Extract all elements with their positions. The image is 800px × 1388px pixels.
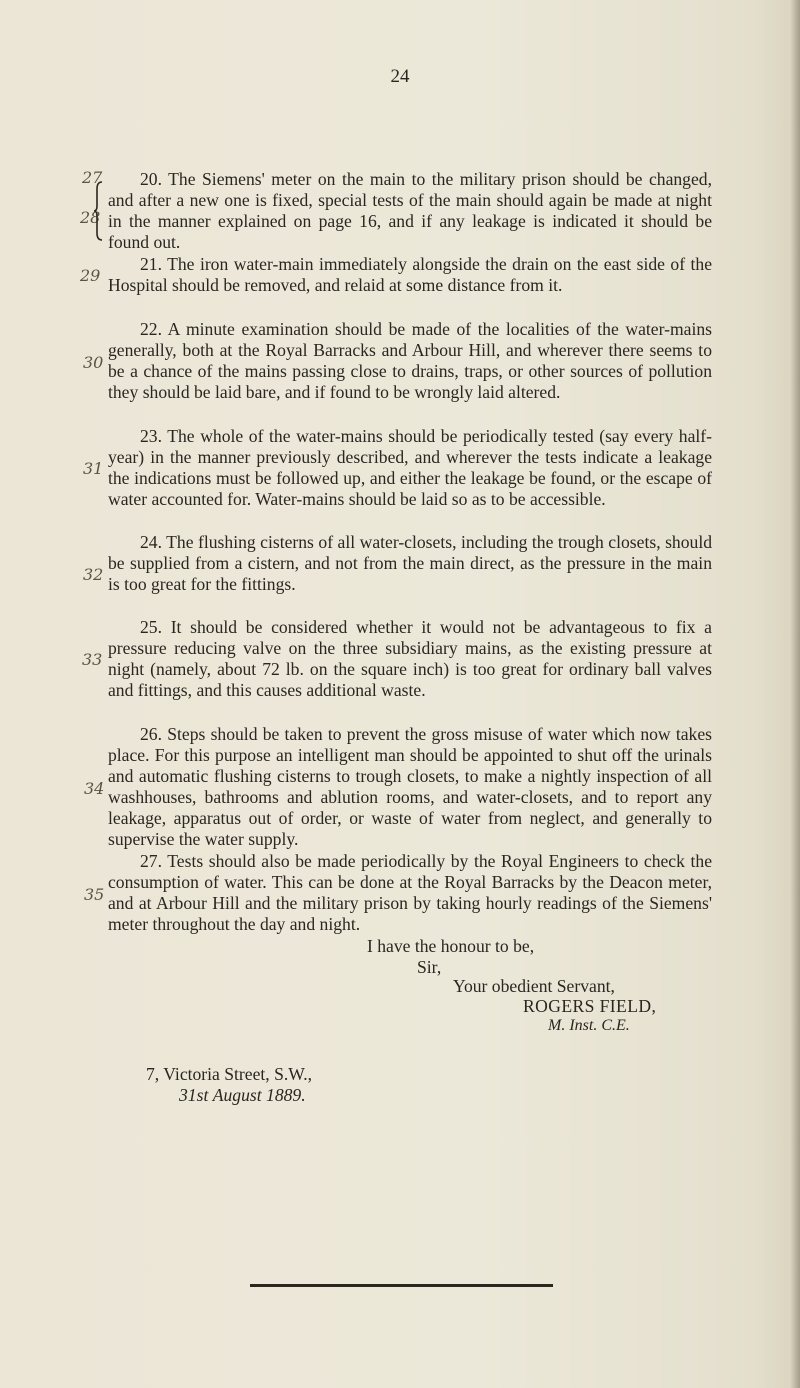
margin-number: 34 [84, 779, 105, 798]
paragraph-text: 23. The whole of the water-mains should be periodically tested (say every half-year) in the manner previously described, and wherever the tests indicate a leakage the indications must be followed up, and either the leakage be found, or the escape of water accounted for. Water-mains should be laid so as to be accessible. [108, 426, 712, 509]
paragraph-24 [108, 532, 712, 595]
paragraph-text: 25. It should be considered whether it would not be advantageous to fix a pressure reducing valve on the three subsidiary mains, as the existing pressure at night (namely, about 72 lb. on the square inch) is too great for ordinary ball valves and fittings, and this causes additional waste. [108, 617, 712, 700]
paragraph-text: 26. Steps should be taken to prevent the gross misuse of water which now takes place. For this purpose an intelligent man should be appointed to shut off the urinals and automatic flushing cisterns to trough closets, to make a nightly inspection of all washhouses, bathrooms and ablution rooms, and water-closets, and to report any leakage, apparatus out of order, or waste of water from neglect, and generally to supervise the water supply. [108, 724, 712, 849]
paragraph-22 [108, 319, 712, 403]
horizontal-rule [250, 1284, 553, 1287]
paragraph-text: 21. The iron water-main immediately alongside the drain on the east side of the Hospital should be removed, and relaid at some distance from it. [108, 254, 712, 295]
closing-salutation: Sir, [417, 957, 442, 977]
address-street: 7, Victoria Street, S.W., [146, 1064, 313, 1084]
margin-number: 32 [83, 565, 104, 584]
signature-block [523, 996, 723, 1035]
margin-number: 29 [80, 266, 101, 285]
address-block [146, 1064, 312, 1106]
signatory-name: ROGERS FIELD, [523, 996, 657, 1016]
closing-line: I have the honour to be, [367, 936, 535, 956]
paragraph-23 [108, 426, 712, 510]
closing-valediction: Your obedient Servant, [453, 976, 615, 996]
page-edge-shadow [790, 0, 800, 1388]
margin-number: 27 [82, 168, 103, 187]
date-ordinal: 31st [179, 1085, 209, 1105]
margin-number: 31 [83, 459, 104, 478]
paragraph-27 [108, 851, 712, 935]
paragraph-21 [108, 254, 712, 296]
paragraph-text: 20. The Siemens' meter on the main to the military prison should be changed, and after a new one is fixed, special tests of the main should again be made at night in the manner explained on page 16, and if any leakage is indicated it should be found out. [108, 169, 712, 252]
paragraph-text: 22. A minute examination should be made of the localities of the water-mains generally, both at the Royal Barracks and Arbour Hill, and wherever there seems to be a chance of the mains passing close to drains, traps, or other sources of pollution they should be laid bare, and if found to be wrongly laid altered. [108, 319, 712, 402]
page-number: 24 [390, 66, 410, 87]
address-date [179, 1085, 312, 1106]
paragraph-20 [108, 169, 712, 253]
paragraph-text: 27. Tests should also be made periodically by the Royal Engineers to check the consumption of water. This can be done at the Royal Barracks by the Deacon meter, and at Arbour Hill and the military prison by taking hourly readings of the Siemens' meter throughout the day and night. [108, 851, 712, 934]
margin-number: 33 [82, 650, 103, 669]
margin-number: 35 [84, 885, 105, 904]
paragraph-text: 24. The flushing cisterns of all water-closets, including the trough closets, should be supplied from a cistern, and not from the main direct, as the pressure in the main is too great for the fittings. [108, 532, 712, 594]
paragraph-26 [108, 724, 712, 850]
margin-number: 28 [80, 208, 101, 227]
signatory-qualification: M. Inst. C.E. [548, 1017, 630, 1034]
brace-mark [94, 181, 103, 241]
paragraph-25 [108, 617, 712, 701]
date-month-year: August 1889. [212, 1085, 306, 1105]
margin-number: 30 [83, 353, 104, 372]
